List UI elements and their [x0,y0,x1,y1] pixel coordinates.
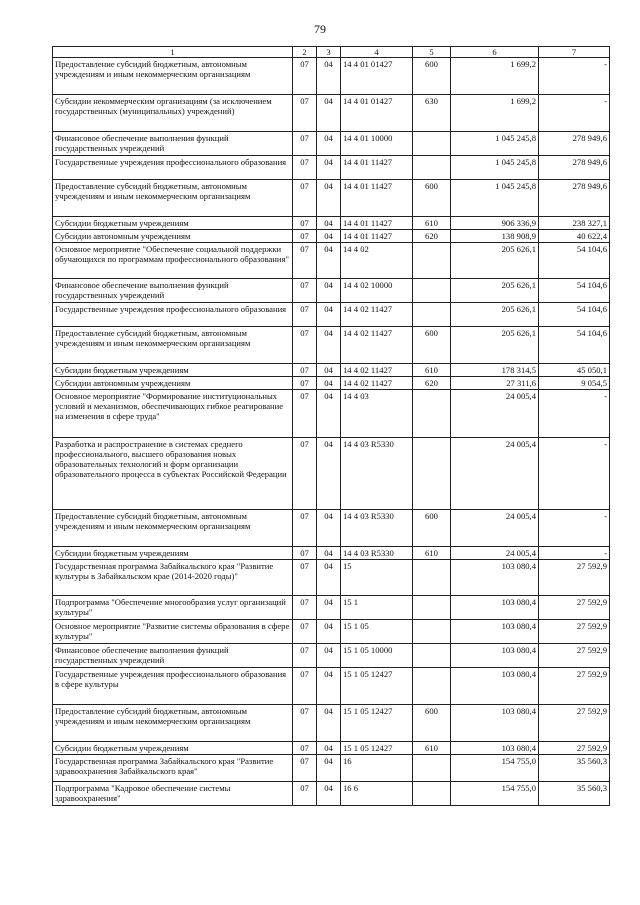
cell-amount-subvention: 27 592,9 [539,668,610,705]
cell-target-article: 14 4 02 11427 [341,327,413,364]
cell-subsection: 04 [317,180,341,217]
cell-amount-subvention: 27 592,9 [539,560,610,596]
cell-section: 07 [293,156,317,180]
cell-expense-type: 610 [413,547,451,560]
cell-expense-type: 610 [413,364,451,377]
cell-target-article: 14 4 01 11427 [341,180,413,217]
cell-amount-subvention: - [539,95,610,132]
cell-amount-subvention: 54 104,6 [539,303,610,327]
cell-amount-subvention: 35 560,3 [539,755,610,782]
cell-amount-subvention: 278 949,6 [539,156,610,180]
cell-target-article: 14 4 03 R5330 [341,438,413,510]
table-row [53,279,610,303]
table-row [53,217,610,230]
cell-amount-subvention: 278 949,6 [539,180,610,217]
cell-description: Государственные учреждения профессионального образования в сфере культуры [53,668,293,705]
cell-target-article: 14 4 03 R5330 [341,510,413,547]
cell-expense-type: 600 [413,180,451,217]
cell-subsection: 04 [317,644,341,668]
table-row [53,438,610,510]
cell-amount-total: 103 080,4 [451,620,539,644]
table-row [53,180,610,217]
table-row [53,156,610,180]
cell-amount-total: 24 005,4 [451,547,539,560]
header-row [53,47,610,58]
cell-description: Государственная программа Забайкальского края "Развитие здравоохранения Забайкальского края" [53,755,293,782]
cell-section: 07 [293,438,317,510]
cell-expense-type [413,438,451,510]
cell-expense-type [413,560,451,596]
cell-amount-subvention: 54 104,6 [539,243,610,279]
cell-description: Подпрограмма "Обеспечение многообразия услуг организаций культуры" [53,596,293,620]
table-row [53,547,610,560]
cell-amount-subvention: 27 592,9 [539,742,610,755]
cell-amount-total: 154 755,0 [451,782,539,806]
cell-expense-type [413,156,451,180]
cell-amount-total: 1 045 245,8 [451,180,539,217]
cell-subsection: 04 [317,58,341,95]
cell-amount-subvention: 27 592,9 [539,705,610,742]
cell-section: 07 [293,279,317,303]
cell-section: 07 [293,327,317,364]
cell-subsection: 04 [317,547,341,560]
cell-expense-type: 600 [413,327,451,364]
table-row [53,560,610,596]
cell-amount-subvention: - [539,438,610,510]
column-header: 3 [317,47,341,58]
cell-section: 07 [293,230,317,243]
cell-target-article: 14 4 02 10000 [341,279,413,303]
cell-section: 07 [293,742,317,755]
cell-description: Финансовое обеспечение выполнения функций государственных учреждений [53,132,293,156]
cell-section: 07 [293,243,317,279]
cell-amount-subvention: 27 592,9 [539,596,610,620]
table-row [53,510,610,547]
cell-target-article: 14 4 01 10000 [341,132,413,156]
cell-section: 07 [293,217,317,230]
cell-target-article: 16 6 [341,782,413,806]
cell-expense-type [413,782,451,806]
cell-target-article: 15 1 05 [341,620,413,644]
cell-subsection: 04 [317,510,341,547]
cell-subsection: 04 [317,230,341,243]
cell-expense-type [413,668,451,705]
column-header: 7 [539,47,610,58]
cell-expense-type: 600 [413,705,451,742]
cell-expense-type: 620 [413,230,451,243]
cell-section: 07 [293,95,317,132]
cell-target-article: 15 [341,560,413,596]
cell-amount-subvention: - [539,58,610,95]
cell-amount-subvention: - [539,390,610,438]
cell-section: 07 [293,58,317,95]
budget-table [52,46,610,806]
cell-amount-total: 205 626,1 [451,303,539,327]
cell-amount-total: 178 314,5 [451,364,539,377]
cell-expense-type: 600 [413,58,451,95]
cell-section: 07 [293,303,317,327]
cell-description: Основное мероприятие "Обеспечение социальной поддержки обучающихся по программам профессионального образования" [53,243,293,279]
cell-section: 07 [293,644,317,668]
cell-amount-total: 906 336,9 [451,217,539,230]
table-row [53,742,610,755]
table-row [53,58,610,95]
cell-section: 07 [293,547,317,560]
cell-expense-type [413,644,451,668]
cell-description: Основное мероприятие "Формирование институциональных условий и механизмов, обеспечивающих гибкое реагирование на изменения в сфере труда" [53,390,293,438]
cell-target-article: 14 4 01 11427 [341,217,413,230]
cell-description: Финансовое обеспечение выполнения функций государственных учреждений [53,279,293,303]
cell-subsection: 04 [317,156,341,180]
cell-amount-total: 103 080,4 [451,596,539,620]
cell-section: 07 [293,782,317,806]
cell-subsection: 04 [317,95,341,132]
cell-amount-total: 1 699,2 [451,95,539,132]
cell-description: Предоставление субсидий бюджетным, автономным учреждениям и иным некоммерческим организациям [53,705,293,742]
cell-target-article: 14 4 01 01427 [341,95,413,132]
cell-description: Государственные учреждения профессионального образования [53,156,293,180]
cell-expense-type: 620 [413,377,451,390]
cell-subsection: 04 [317,438,341,510]
cell-amount-subvention: 45 050,1 [539,364,610,377]
cell-amount-subvention: 35 560,3 [539,782,610,806]
cell-target-article: 14 4 02 [341,243,413,279]
column-header: 4 [341,47,413,58]
cell-section: 07 [293,377,317,390]
cell-description: Субсидии бюджетным учреждениям [53,217,293,230]
cell-target-article: 14 4 02 11427 [341,303,413,327]
cell-amount-total: 205 626,1 [451,327,539,364]
cell-amount-total: 24 005,4 [451,390,539,438]
cell-expense-type: 630 [413,95,451,132]
cell-description: Предоставление субсидий бюджетным, автономным учреждениям и иным некоммерческим организациям [53,327,293,364]
cell-target-article: 15 1 05 12427 [341,742,413,755]
cell-amount-total: 138 908,9 [451,230,539,243]
cell-amount-total: 1 045 245,8 [451,156,539,180]
cell-description: Предоставление субсидий бюджетным, автономным учреждениям и иным некоммерческим организациям [53,58,293,95]
cell-target-article: 16 [341,755,413,782]
cell-description: Финансовое обеспечение выполнения функций государственных учреждений [53,644,293,668]
cell-expense-type: 610 [413,217,451,230]
cell-description: Подпрограмма "Кадровое обеспечение системы здравоохранения" [53,782,293,806]
cell-expense-type [413,279,451,303]
cell-expense-type [413,755,451,782]
column-header: 6 [451,47,539,58]
table-row [53,596,610,620]
cell-amount-subvention: 54 104,6 [539,279,610,303]
table-row [53,132,610,156]
table-row [53,668,610,705]
table-row [53,755,610,782]
cell-section: 07 [293,510,317,547]
cell-subsection: 04 [317,243,341,279]
cell-expense-type [413,243,451,279]
cell-description: Государственная программа Забайкальского края "Развитие культуры в Забайкальском крае (2014-2020 годы)" [53,560,293,596]
table-row [53,303,610,327]
column-header: 5 [413,47,451,58]
cell-amount-subvention: 54 104,6 [539,327,610,364]
table-row [53,620,610,644]
cell-amount-total: 24 005,4 [451,510,539,547]
table-row [53,705,610,742]
cell-description: Предоставление субсидий бюджетным, автономным учреждениям и иным некоммерческим организациям [53,510,293,547]
cell-amount-subvention: 40 622,4 [539,230,610,243]
cell-amount-total: 154 755,0 [451,755,539,782]
cell-description: Субсидии автономным учреждениям [53,230,293,243]
cell-section: 07 [293,755,317,782]
cell-expense-type [413,596,451,620]
cell-expense-type: 600 [413,510,451,547]
cell-subsection: 04 [317,390,341,438]
cell-target-article: 15 1 05 10000 [341,644,413,668]
cell-amount-total: 1 045 245,8 [451,132,539,156]
table-row [53,327,610,364]
table-row [53,95,610,132]
cell-amount-total: 1 699,2 [451,58,539,95]
cell-target-article: 14 4 02 11427 [341,377,413,390]
cell-section: 07 [293,180,317,217]
cell-section: 07 [293,705,317,742]
cell-amount-total: 205 626,1 [451,279,539,303]
cell-subsection: 04 [317,560,341,596]
cell-amount-subvention: 238 327,1 [539,217,610,230]
table-row [53,230,610,243]
cell-amount-subvention: 278 949,6 [539,132,610,156]
cell-target-article: 15 1 05 12427 [341,668,413,705]
cell-section: 07 [293,364,317,377]
cell-target-article: 14 4 02 11427 [341,364,413,377]
cell-section: 07 [293,132,317,156]
table-row [53,243,610,279]
cell-amount-subvention: 27 592,9 [539,644,610,668]
cell-description: Субсидии бюджетным учреждениям [53,547,293,560]
cell-subsection: 04 [317,377,341,390]
cell-expense-type: 610 [413,742,451,755]
table-row [53,390,610,438]
cell-target-article: 15 1 05 12427 [341,705,413,742]
cell-amount-subvention: - [539,547,610,560]
cell-amount-total: 205 626,1 [451,243,539,279]
table-row [53,644,610,668]
column-header: 1 [53,47,293,58]
cell-amount-total: 103 080,4 [451,644,539,668]
cell-description: Предоставление субсидий бюджетным, автономным учреждениям и иным некоммерческим организациям [53,180,293,217]
cell-description: Субсидии бюджетным учреждениям [53,742,293,755]
cell-target-article: 15 1 [341,596,413,620]
cell-subsection: 04 [317,742,341,755]
table-row [53,782,610,806]
cell-target-article: 14 4 01 11427 [341,156,413,180]
cell-subsection: 04 [317,668,341,705]
cell-expense-type [413,620,451,644]
cell-target-article: 14 4 01 01427 [341,58,413,95]
cell-amount-subvention: - [539,510,610,547]
cell-description: Государственные учреждения профессионального образования [53,303,293,327]
cell-expense-type [413,132,451,156]
cell-amount-subvention: 9 054,5 [539,377,610,390]
cell-description: Субсидии бюджетным учреждениям [53,364,293,377]
cell-subsection: 04 [317,705,341,742]
cell-amount-total: 24 005,4 [451,438,539,510]
cell-subsection: 04 [317,782,341,806]
cell-subsection: 04 [317,755,341,782]
cell-subsection: 04 [317,596,341,620]
cell-target-article: 14 4 01 11427 [341,230,413,243]
cell-section: 07 [293,620,317,644]
cell-target-article: 14 4 03 R5330 [341,547,413,560]
cell-subsection: 04 [317,132,341,156]
cell-amount-total: 103 080,4 [451,560,539,596]
cell-description: Субсидии автономным учреждениям [53,377,293,390]
cell-description: Основное мероприятие "Развитие системы образования в сфере культуры" [53,620,293,644]
cell-amount-total: 103 080,4 [451,705,539,742]
cell-target-article: 14 4 03 [341,390,413,438]
table-row [53,377,610,390]
cell-section: 07 [293,560,317,596]
cell-subsection: 04 [317,327,341,364]
cell-section: 07 [293,596,317,620]
cell-section: 07 [293,668,317,705]
cell-description: Разработка и распространение в системах среднего профессионального, высшего образования новых образовательных технологий и форм организации образовательного процесса в субъектах Российской Федерации [53,438,293,510]
table-row [53,364,610,377]
cell-amount-subvention: 27 592,9 [539,620,610,644]
page-number: 79 [314,22,326,36]
cell-subsection: 04 [317,217,341,230]
column-header: 2 [293,47,317,58]
cell-section: 07 [293,390,317,438]
cell-amount-total: 103 080,4 [451,668,539,705]
cell-subsection: 04 [317,620,341,644]
cell-expense-type [413,303,451,327]
cell-subsection: 04 [317,364,341,377]
cell-subsection: 04 [317,303,341,327]
cell-description: Субсидии некоммерческим организациям (за исключением государственных (муниципальных) учреждений) [53,95,293,132]
cell-amount-total: 27 311,6 [451,377,539,390]
cell-expense-type [413,390,451,438]
cell-amount-total: 103 080,4 [451,742,539,755]
cell-subsection: 04 [317,279,341,303]
